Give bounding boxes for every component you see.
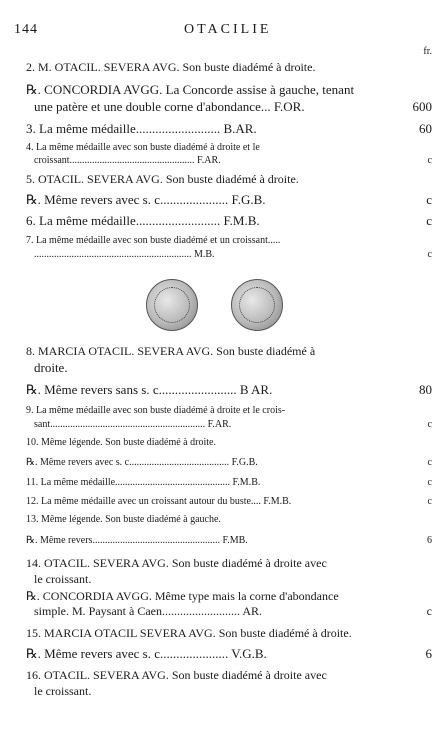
page-number: 144 [14, 22, 38, 37]
price-unit-label: fr. [423, 46, 432, 57]
coin-reverse-image [231, 279, 283, 331]
coin-obverse-image [146, 279, 198, 331]
page-title: OTACILIE [184, 22, 272, 37]
